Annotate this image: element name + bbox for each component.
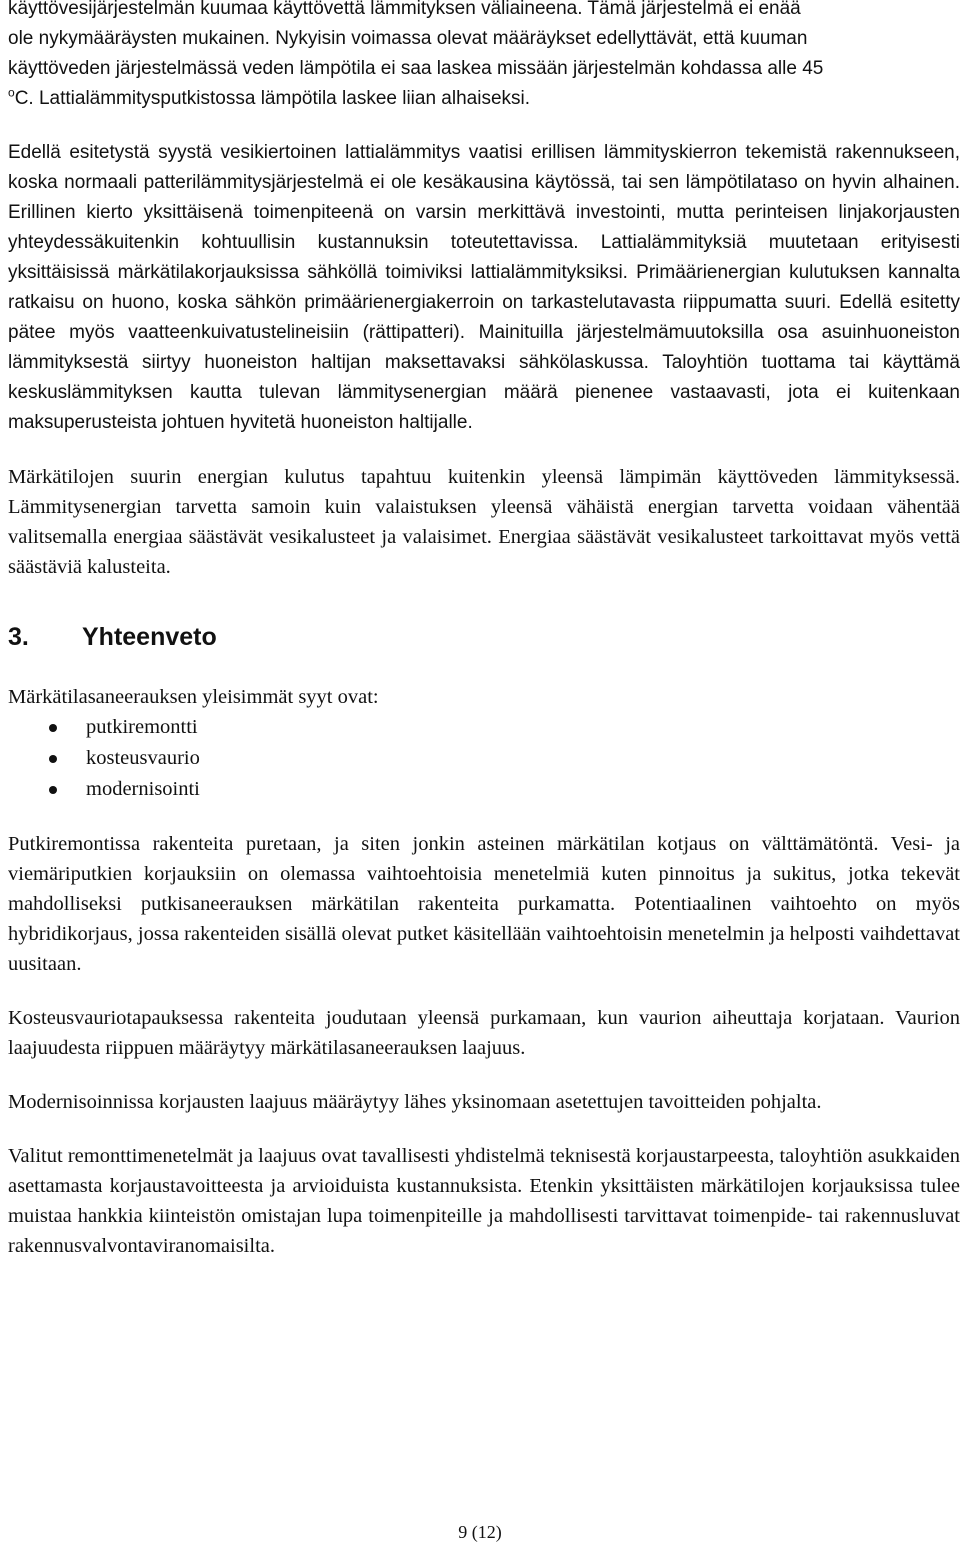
methods-paragraph: Valitut remonttimenetelmät ja laajuus ovat tavallisesti yhdistelmä teknisestä korjaustarpeesta, taloyhtiön asukkaiden asettamasta korjaustavoitteesta ja arvioiduista kustannuksista. Etenkin yksittäisten märkätilojen korjauksissa tulee muistaa hankkia kiinteistön omistajan lupa toimenpiteille ja mahdollisesti tarvittavat toimenpide- tai rakennusluvat rakennusvalvontaviranomaisilta. bbox=[8, 1145, 960, 1257]
bullet-icon bbox=[49, 755, 57, 763]
section-title: Yhteenveto bbox=[82, 623, 217, 651]
list-item bbox=[8, 774, 960, 805]
document-page bbox=[8, 0, 960, 1261]
list-item bbox=[8, 712, 960, 743]
bullet-icon bbox=[49, 724, 57, 732]
list-item-label: kosteusvaurio bbox=[86, 747, 200, 769]
intro-line-2: ole nykymääräysten mukainen. Nykyisin voimassa olevat määräykset edellyttävät, että kuuman bbox=[8, 28, 808, 49]
reasons-intro: Märkätilasaneerauksen yleisimmät syyt ovat: bbox=[8, 686, 379, 708]
moisture-paragraph: Kosteusvauriotapauksessa rakenteita joudutaan yleensä purkamaan, kun vaurion aiheuttaja korjataan. Vaurion laajuudesta riippuen määräytyy märkätilasaneerauksen laajuus. bbox=[8, 1007, 960, 1059]
list-item bbox=[8, 743, 960, 774]
energy-paragraph: Märkätilojen suurin energian kulutus tapahtuu kuitenkin yleensä lämpimän käyttöveden lämmityksessä. Lämmitysenergian tarvetta samoin kuin valaistuksen yleensä vähäistä energian tarvetta voidaan vähentää valitsemalla energiaa säästävät vesikalusteet ja valaisimet. Energiaa säästävät vesikalusteet tarkoittavat myös vettä säästäviä kalusteita. bbox=[8, 466, 960, 578]
intro-paragraph bbox=[8, 0, 960, 114]
intro-line-3: käyttöveden järjestelmässä veden lämpötila ei saa laskea missään järjestelmän kohdassa alle 45 bbox=[8, 58, 824, 79]
modernisation-paragraph: Modernisoinnissa korjausten laajuus määräytyy lähes yksinomaan asetettujen tavoitteiden pohjalta. bbox=[8, 1091, 822, 1113]
section-heading bbox=[8, 622, 960, 652]
bullet-icon bbox=[49, 786, 57, 794]
list-item-label: modernisointi bbox=[86, 778, 200, 800]
heating-paragraph: Edellä esitetystä syystä vesikiertoinen lattialämmitys vaatisi erillisen lämmityskierron tekemistä rakennukseen, koska normaali patterilämmitysjärjestelmä ei ole kesäkausina käytössä, tai sen lämpötilataso on hyvin alhainen. Erillinen kierto yksittäisenä toimenpiteenä on varsin merkittävä investointi, mutta perinteisen linjakorjausten yhteydessäkuitenkin kohtuullisin kustannuksin toteutettavissa. Lattialämmityksiä muutetaan erityisesti yksittäisissä märkätilakorjauksissa sähköllä toimiviksi lattialämmityksiksi. Primäärienergian kulutuksen kannalta ratkaisu on huono, koska sähkön primäärienergiakerroin on tarkastelutavasta riippumatta suuri. Edellä esitetty pätee myös vaatteenkuivatustelineisiin (rättipatteri). Mainituilla järjestelmämuutoksilla osa asuinhuoneiston lämmityksestä siirtyy huoneiston haltijan maksettavaksi sähkölaskussa. Taloyhtiön tuottama tai käyttämä keskuslämmityksen kautta tulevan lämmitysenergian määrä pienenee vastaavasti, jota ei kuitenkaan maksuperusteista johtuen hyvitetä huoneiston haltijalle. bbox=[8, 142, 960, 433]
list-item-label: putkiremontti bbox=[86, 716, 198, 738]
intro-line-1: käyttövesijärjestelmän kuumaa käyttövettä lämmityksen väliaineena. Tämä järjestelmä ei enää bbox=[8, 0, 801, 19]
page-number: 9 (12) bbox=[458, 1522, 502, 1542]
intro-line-4: C. Lattialämmitysputkistossa lämpötila laskee liian alhaiseksi. bbox=[14, 88, 531, 109]
pipes-paragraph: Putkiremontissa rakenteita puretaan, ja siten jonkin asteinen märkätilan kotjaus on välttämätöntä. Vesi- ja viemäriputkien korjauksiin on olemassa vaihtoehtoisia menetelmiä kuten pinnoitus ja sukitus, jotka tekevät mahdolliseksi putkisaneerauksen märkätilan rakenteita purkamatta. Potentiaalinen vaihtoehto on myös hybridikorjaus, jossa rakenteiden sisällä olevat putket käsitellään vaihtoehtoisin menetelmin ja helposti vaihdettavat uusitaan. bbox=[8, 833, 960, 975]
section-number: 3. bbox=[8, 623, 29, 651]
degree-superscript: o bbox=[8, 85, 15, 100]
reasons-list bbox=[8, 712, 960, 805]
